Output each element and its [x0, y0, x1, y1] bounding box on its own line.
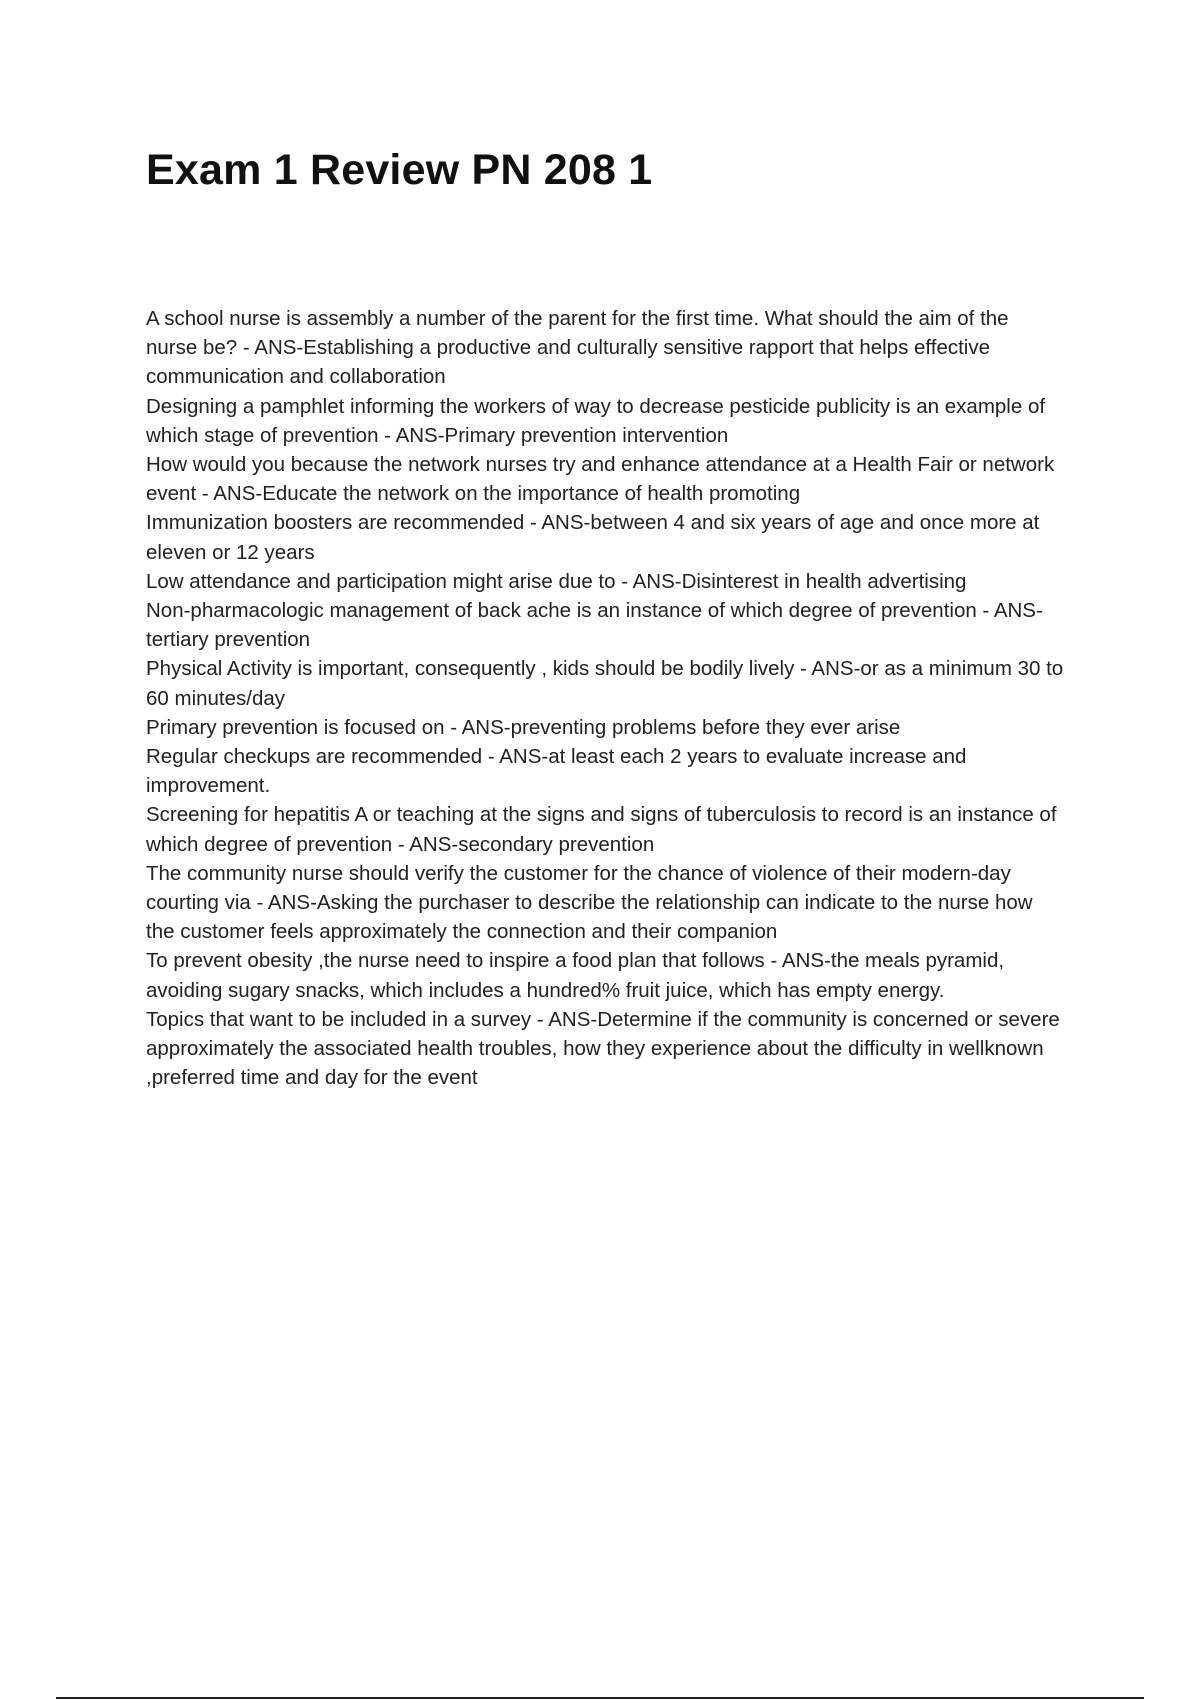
qa-entry: Designing a pamphlet informing the workers of way to decrease pesticide publicity is an example of which stage of prevention - ANS-Primary prevention intervention	[146, 394, 1046, 447]
qa-entry: Physical Activity is important, consequently , kids should be bodily lively - ANS-or as a minimum 30 to 60 minutes/day	[146, 657, 1064, 710]
qa-entry: Primary prevention is focused on - ANS-preventing problems before they ever arise	[146, 715, 901, 739]
qa-entry: To prevent obesity ,the nurse need to inspire a food plan that follows - ANS-the meals pyramid, avoiding sugary snacks, which includes a hundred% fruit juice, which has empty energy.	[146, 949, 1005, 1002]
qa-entry: Low attendance and participation might arise due to - ANS-Disinterest in health advertising	[146, 569, 967, 593]
qa-entry: A school nurse is assembly a number of the parent for the first time. What should the aim of the nurse be? - ANS-Establishing a productive and culturally sensitive rapport that helps effective communication and collaboration	[146, 307, 1009, 389]
page-title: Exam 1 Review PN 208 1	[146, 146, 653, 194]
qa-entry: How would you because the network nurses try and enhance attendance at a Health Fair or network event - ANS-Educate the network on the importance of health promoting	[146, 453, 1055, 506]
footer-divider	[56, 1697, 1144, 1699]
qa-list	[146, 304, 1064, 1092]
qa-entry: Non-pharmacologic management of back ache is an instance of which degree of prevention - ANS-tertiary prevention	[146, 599, 1043, 652]
qa-entry: The community nurse should verify the customer for the chance of violence of their modern-day courting via - ANS-Asking the purchaser to describe the relationship can indicate to the nurse how the customer feels approximately the connection and their companion	[146, 861, 1033, 944]
qa-entry: Regular checkups are recommended - ANS-at least each 2 years to evaluate increase and improvement.	[146, 745, 967, 798]
qa-entry: Immunization boosters are recommended - ANS-between 4 and six years of age and once more at eleven or 12 years	[146, 511, 1040, 564]
qa-entry: Topics that want to be included in a survey - ANS-Determine if the community is concerned or severe approximately the associated health troubles, how they experience about the difficulty in wellknown ,preferred time and day for the event	[146, 1007, 1060, 1090]
qa-entry: Screening for hepatitis A or teaching at the signs and signs of tuberculosis to record is an instance of which degree of prevention - ANS-secondary prevention	[146, 803, 1057, 856]
